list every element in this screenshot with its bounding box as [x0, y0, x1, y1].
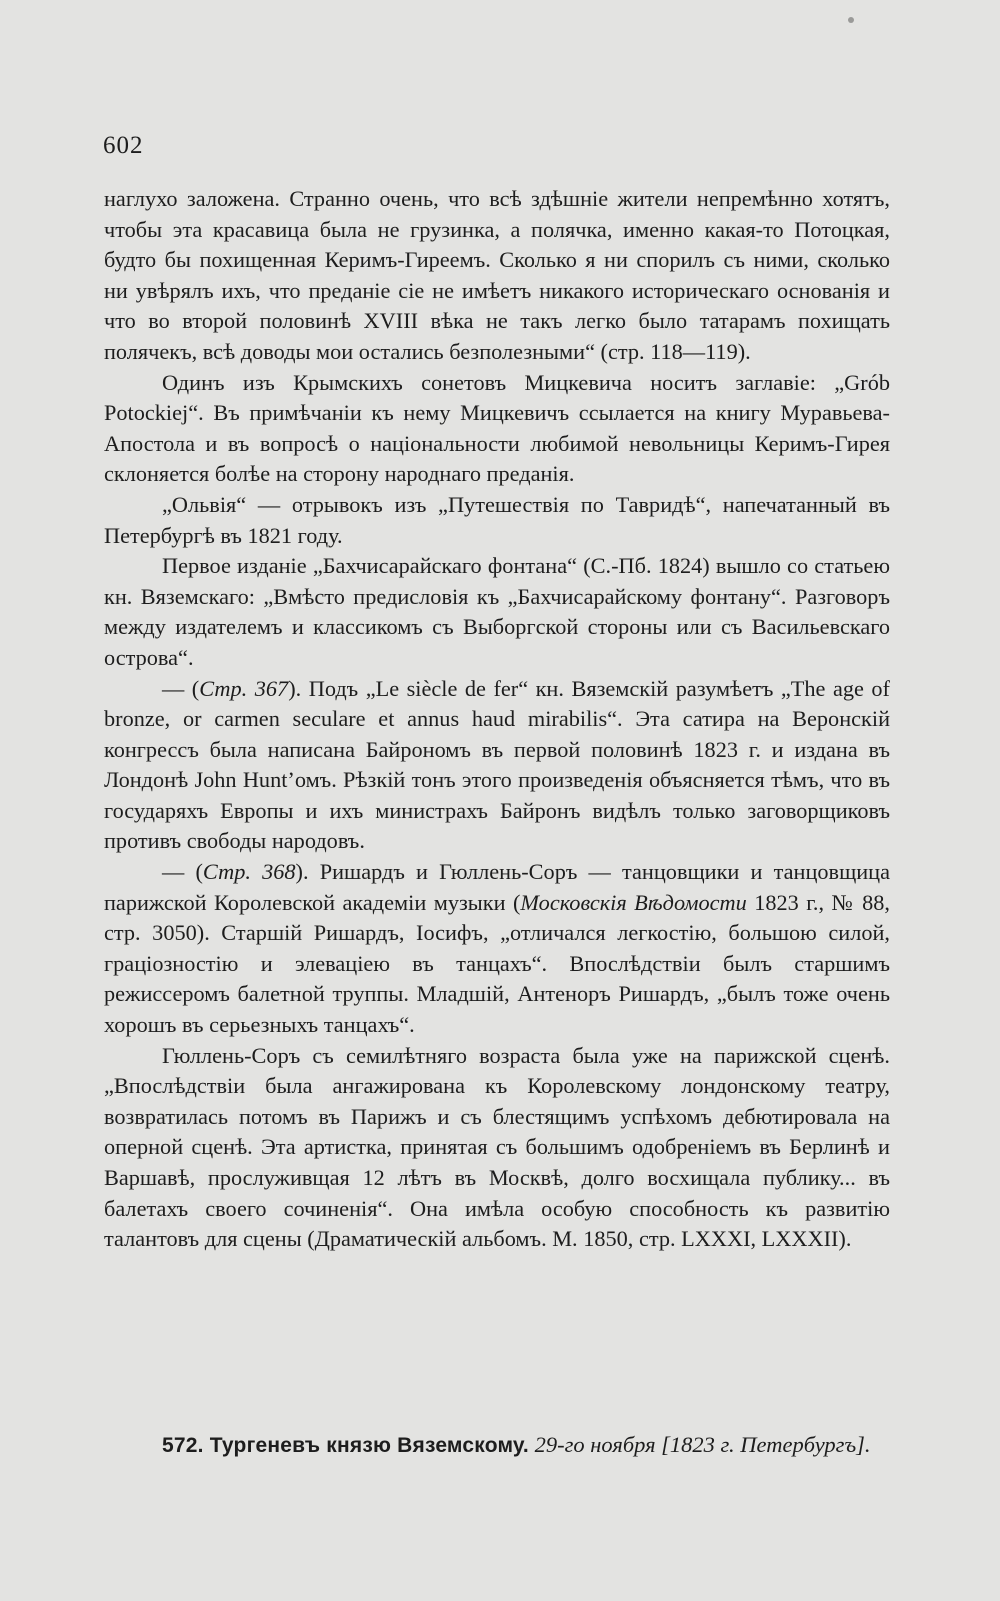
page-reference: Стр. 367 — [199, 675, 289, 701]
note-lead: — ( — [162, 859, 203, 885]
letter-place-date: [1823 г. Петербургъ]. — [661, 1432, 871, 1457]
note-text: ). Ришардъ и Гюллень-Соръ — танцовщики и танцовщица парижской Королевской академіи музыки ( — [104, 859, 890, 915]
letter-date: 29-го ноября — [534, 1432, 656, 1457]
paragraph-mickiewicz-sonnet: Одинъ изъ Крымскихъ сонетовъ Мицкевича носитъ заглавіе: „Grób Potockiej“. Въ примѣчаніи къ нему Мицкевичъ ссылается на книгу Муравьева-Апостола и въ вопросѣ о національности любимой невольницы Керимъ-Гирея склоняется болѣе на сторону народнаго преданія. — [104, 369, 890, 487]
note-page-368 — [104, 857, 890, 1041]
paragraph-gyullen-sor: Гюллень-Соръ съ семилѣтняго возраста была уже на парижской сценѣ. „Впослѣдствіи была ангажирована къ Королевскому лондонскому театру, возвратилась потомъ въ Парижъ и съ блестящимъ успѣхомъ дебютировала на оперной сценѣ. Эта артистка, принятая съ большимъ одобреніемъ въ Берлинѣ и Варшавѣ, прослуживщая 12 лѣтъ въ Москвѣ, долго восхищала публику... въ балетахъ своего сочиненія“. Она имѣла особую способность къ развитію талантовъ для сцены (Драматическій альбомъ. М. 1850, стр. LXXXI, LXXXII). — [104, 1042, 890, 1252]
body-text — [104, 184, 890, 1255]
letter-number-title: 572. Тургеневъ князю Вяземскому. — [162, 1434, 529, 1457]
page-reference: Стр. 368 — [202, 859, 296, 885]
note-lead: — ( — [162, 675, 200, 701]
page-number: 602 — [103, 132, 144, 159]
paragraph-first-edition: Первое изданіе „Бахчисарайскаго фонтана“ (С.-Пб. 1824) вышло со статьею кн. Вяземскаго: „Вмѣсто предисловія къ „Бахчисарайскому фонтану“. Разговоръ между издателемъ и классикомъ съ Выборгской стороны или съ Васильевскаго острова“. — [104, 553, 890, 670]
letter-heading — [162, 1432, 902, 1458]
note-text-continued: 1823 г., № 88, стр. 3050). Старшій Ришардъ, Іосифъ, „отличался легкостію, большою силой, граціозностію и элеваціею въ танцахъ“. Впослѣдствіи былъ старшимъ режиссеромъ балетной труппы. Младшій, Антеноръ Ришардъ, „былъ тоже очень хорошъ въ серьезныхъ танцахъ“. — [104, 889, 890, 1038]
paper-speck — [848, 17, 854, 23]
paragraph-olvia: „Ольвія“ — отрывокъ изъ „Путешествія по Тавридѣ“, напечатанный въ Петербургѣ въ 1821 году. — [104, 491, 890, 548]
note-page-367 — [104, 674, 890, 858]
newspaper-title: Московскія Вѣдомости — [520, 889, 747, 915]
paragraph-continuation: наглухо заложена. Странно очень, что всѣ здѣшніе жители непремѣнно хотятъ, чтобы эта красавица была не грузинка, а полячка, именно какая-то Потоцкая, будто бы похищенная Керимъ-Гиреемъ. Сколько я ни спорилъ съ ними, сколько ни увѣрялъ ихъ, что преданіе сіе не имѣетъ никакого историческаго основанія и что во второй половинѣ XVIII вѣка не такъ легко было татарамъ похищать полячекъ, всѣ доводы мои остались безполезными“ (стр. 118—119). — [104, 186, 890, 364]
note-text: ). Подъ „Le siècle de fer“ кн. Вяземскій разумѣетъ „The age of bronze, or carmen seculare et annus haud mirabilis“. Эта сатира на Веронскій конгрессъ была написана Байрономъ въ первой половинѣ 1823 г. и издана въ Лондонѣ John Hunt’омъ. Рѣзкій тонъ этого произведенія объясняется тѣмъ, что въ государяхъ Европы и ихъ министрахъ Байронъ видѣлъ только заговорщиковъ противъ свободы народовъ. — [104, 675, 890, 854]
